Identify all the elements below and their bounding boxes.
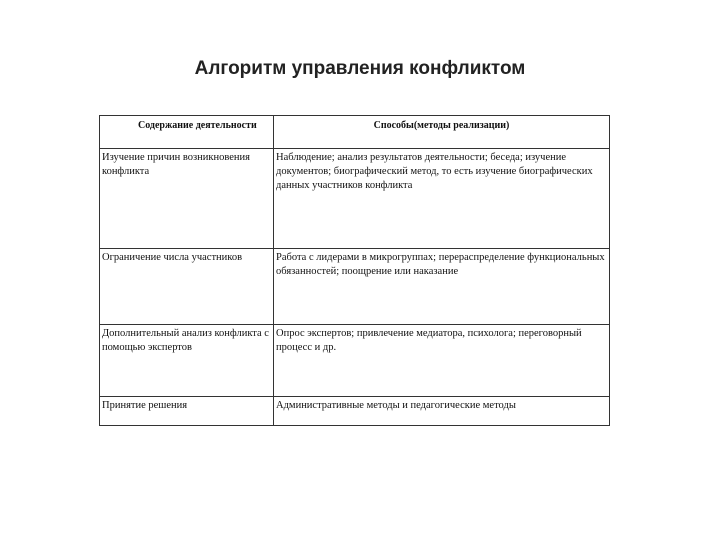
table-row xyxy=(100,249,610,325)
page-title: Алгоритм управления конфликтом xyxy=(194,58,526,79)
cell-activity: Ограничение числа участников xyxy=(100,249,274,325)
cell-activity: Изучение причин возникновения конфликта xyxy=(100,149,274,249)
cell-methods: Наблюдение; анализ результатов деятельности; беседа; изучение документов; биографический метод, то есть изучение биографических данных участников конфликта xyxy=(274,149,610,249)
table-row xyxy=(100,149,610,249)
header-activity: Содержание деятельности xyxy=(100,116,274,149)
header-methods: Способы(методы реализации) xyxy=(274,116,610,149)
table-row xyxy=(100,397,610,426)
cell-methods: Опрос экспертов; привлечение медиатора, психолога; переговорный процесс и др. xyxy=(274,325,610,397)
cell-activity: Принятие решения xyxy=(100,397,274,426)
table-header-row xyxy=(100,116,610,149)
cell-methods: Работа с лидерами в микрогруппах; перераспределение функциональных обязанностей; поощрение или наказание xyxy=(274,249,610,325)
conflict-algorithm-table xyxy=(99,115,610,426)
cell-activity: Дополнительный анализ конфликта с помощью экспертов xyxy=(100,325,274,397)
cell-methods: Административные методы и педагогические методы xyxy=(274,397,610,426)
table-row xyxy=(100,325,610,397)
